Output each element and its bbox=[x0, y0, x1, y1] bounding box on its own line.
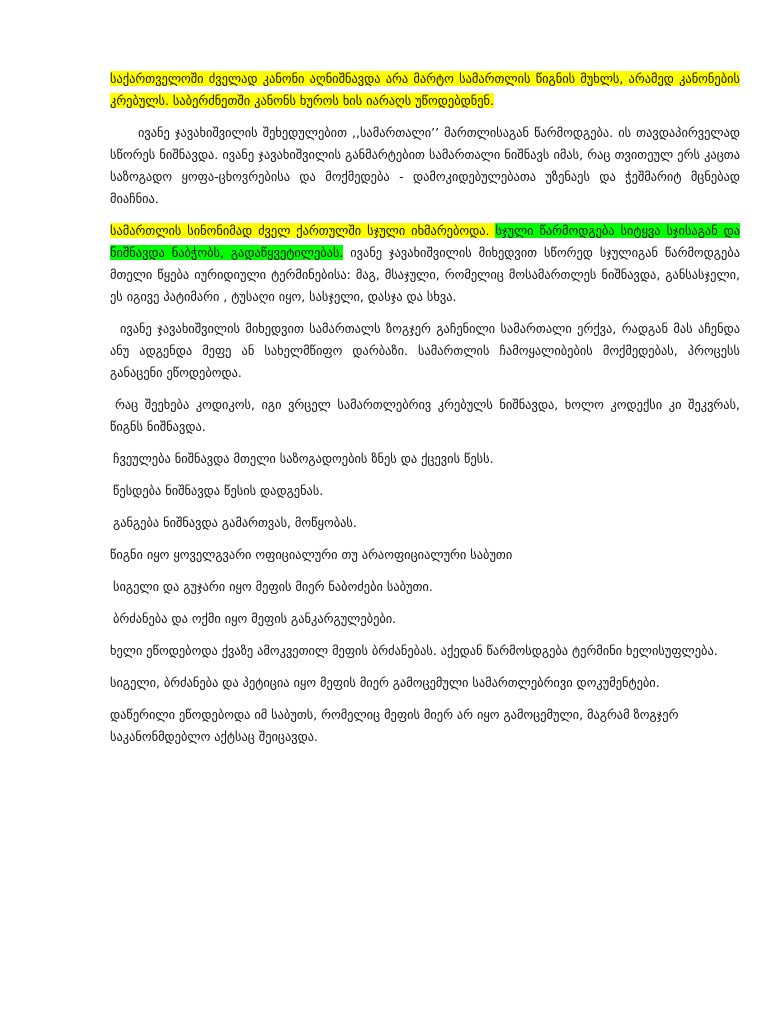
paragraph-1 bbox=[110, 68, 740, 112]
text-run: წიგნი იყო ყოველგვარი ოფიციალური თუ არაოფიციალური საბუთი bbox=[110, 547, 513, 562]
document-page bbox=[110, 68, 740, 758]
text-run: ივანე ჯავახიშვილის მიხედვით სწორედ სჯულიგან წარმოდგება მთელი წყება იურიდიული ტერმინებისა: მაგ, მსაჯული, რომელიც მოსამართლეს ნიშნავდა, განსასჯელი, ეს იგივე პატიმარი , ტუსაღი იყო, სასჯელი, დასჯა და სხვა. bbox=[110, 245, 740, 304]
paragraph-9 bbox=[110, 544, 740, 566]
paragraph-7 bbox=[110, 480, 740, 502]
text-run: ივანე ჯავახიშვილის მიხედვით სამართალს ზოგჯერ გაჩენილი სამართალი ერქვა, რადგან მას აჩენდა ანუ ადგენდა მეფე ან სახელმწიფო დარბაზი. სამართლის ჩამოყალიბების მოქმედებას, პროცესს განაცენი ეწოდებოდა. bbox=[110, 321, 740, 380]
paragraph-6 bbox=[110, 448, 740, 470]
text-run: დაწერილი ეწოდებოდა იმ საბუთს, რომელიც მეფის მიერ არ იყო გამოცემული, მაგრამ ზოგჯერ საკანონმდებლო აქტსაც შეიცავდა. bbox=[110, 707, 679, 744]
text-run: წესდება ნიშნავდა წესის დადგენას. bbox=[113, 483, 324, 498]
highlighted-text: სჯული წარმოდგება სიტყვა სჯისაგან და ნიშნავდა ნაბჭობს, გადაწყვეტილებას. bbox=[110, 223, 741, 260]
paragraph-4 bbox=[110, 318, 740, 384]
paragraph-2 bbox=[110, 122, 740, 210]
text-run: სიგელი და გუჯარი იყო მეფის მიერ ნაბოძები საბუთი. bbox=[113, 579, 433, 594]
paragraph-8 bbox=[110, 512, 740, 534]
text-run: ჩვეულება ნიშნავდა მთელი საზოგადოების ზნეს და ქცევის წესს. bbox=[113, 451, 494, 466]
paragraph-12 bbox=[110, 640, 740, 662]
text-run: სიგელი, ბრძანება და პეტიცია იყო მეფის მიერ გამოცემული სამართლებრივი დოკუმენტები. bbox=[110, 675, 660, 690]
text-run: ბრძანება და ოქმი იყო მეფის განკარგულებები. bbox=[113, 611, 397, 626]
text-run: განგება ნიშნავდა გამართვას, მოწყობას. bbox=[113, 515, 357, 530]
paragraph-5 bbox=[110, 394, 740, 438]
text-run: ივანე ჯავახიშვილის შეხედულებით ,,სამართალი’’ მართლისაგან წარმოდგება. ის თავდაპირველად სწორეს ნიშნავდა. ივანე ჯავახიშვილის განმარტებით სამართალი ნიშნავს იმას, რაც თვითეულ ერს კაცთა საზოგადო ყოფა-ცხოვრებისა და მოქმედება - დამოკიდებულებათა უზენაეს და ჭეშმარიტ მცნებად მიაჩნია. bbox=[110, 125, 740, 206]
text-run: ხელი ეწოდებოდა ქვაზე ამოკვეთილ მეფის ბრძანებას. აქედან წარმოსდგება ტერმინი ხელისუფლება. bbox=[110, 643, 718, 658]
highlighted-text: საქართველოში ძველად კანონი აღნიშნავდა არა მარტო სამართლის წიგნის მუხლს, არამედ კანონების კრებულს. საბერძნეთში კანონს ხუროს ხის იარაღს უწოდებდნენ. bbox=[110, 71, 740, 108]
paragraph-14 bbox=[110, 704, 740, 748]
highlighted-text: სამართლის სინონიმად ძველ ქართულში სჯული იხმარებოდა. bbox=[110, 223, 496, 238]
paragraph-13 bbox=[110, 672, 740, 694]
paragraph-3 bbox=[110, 220, 740, 308]
text-run: რაც შეეხება კოდიკოს, იგი ვრცელ სამართლებრივ კრებულს ნიშნავდა, ხოლო კოდექსი კი შეკვრას, წიგნს ნიშნავდა. bbox=[110, 397, 740, 434]
paragraph-10 bbox=[110, 576, 740, 598]
paragraph-11 bbox=[110, 608, 740, 630]
